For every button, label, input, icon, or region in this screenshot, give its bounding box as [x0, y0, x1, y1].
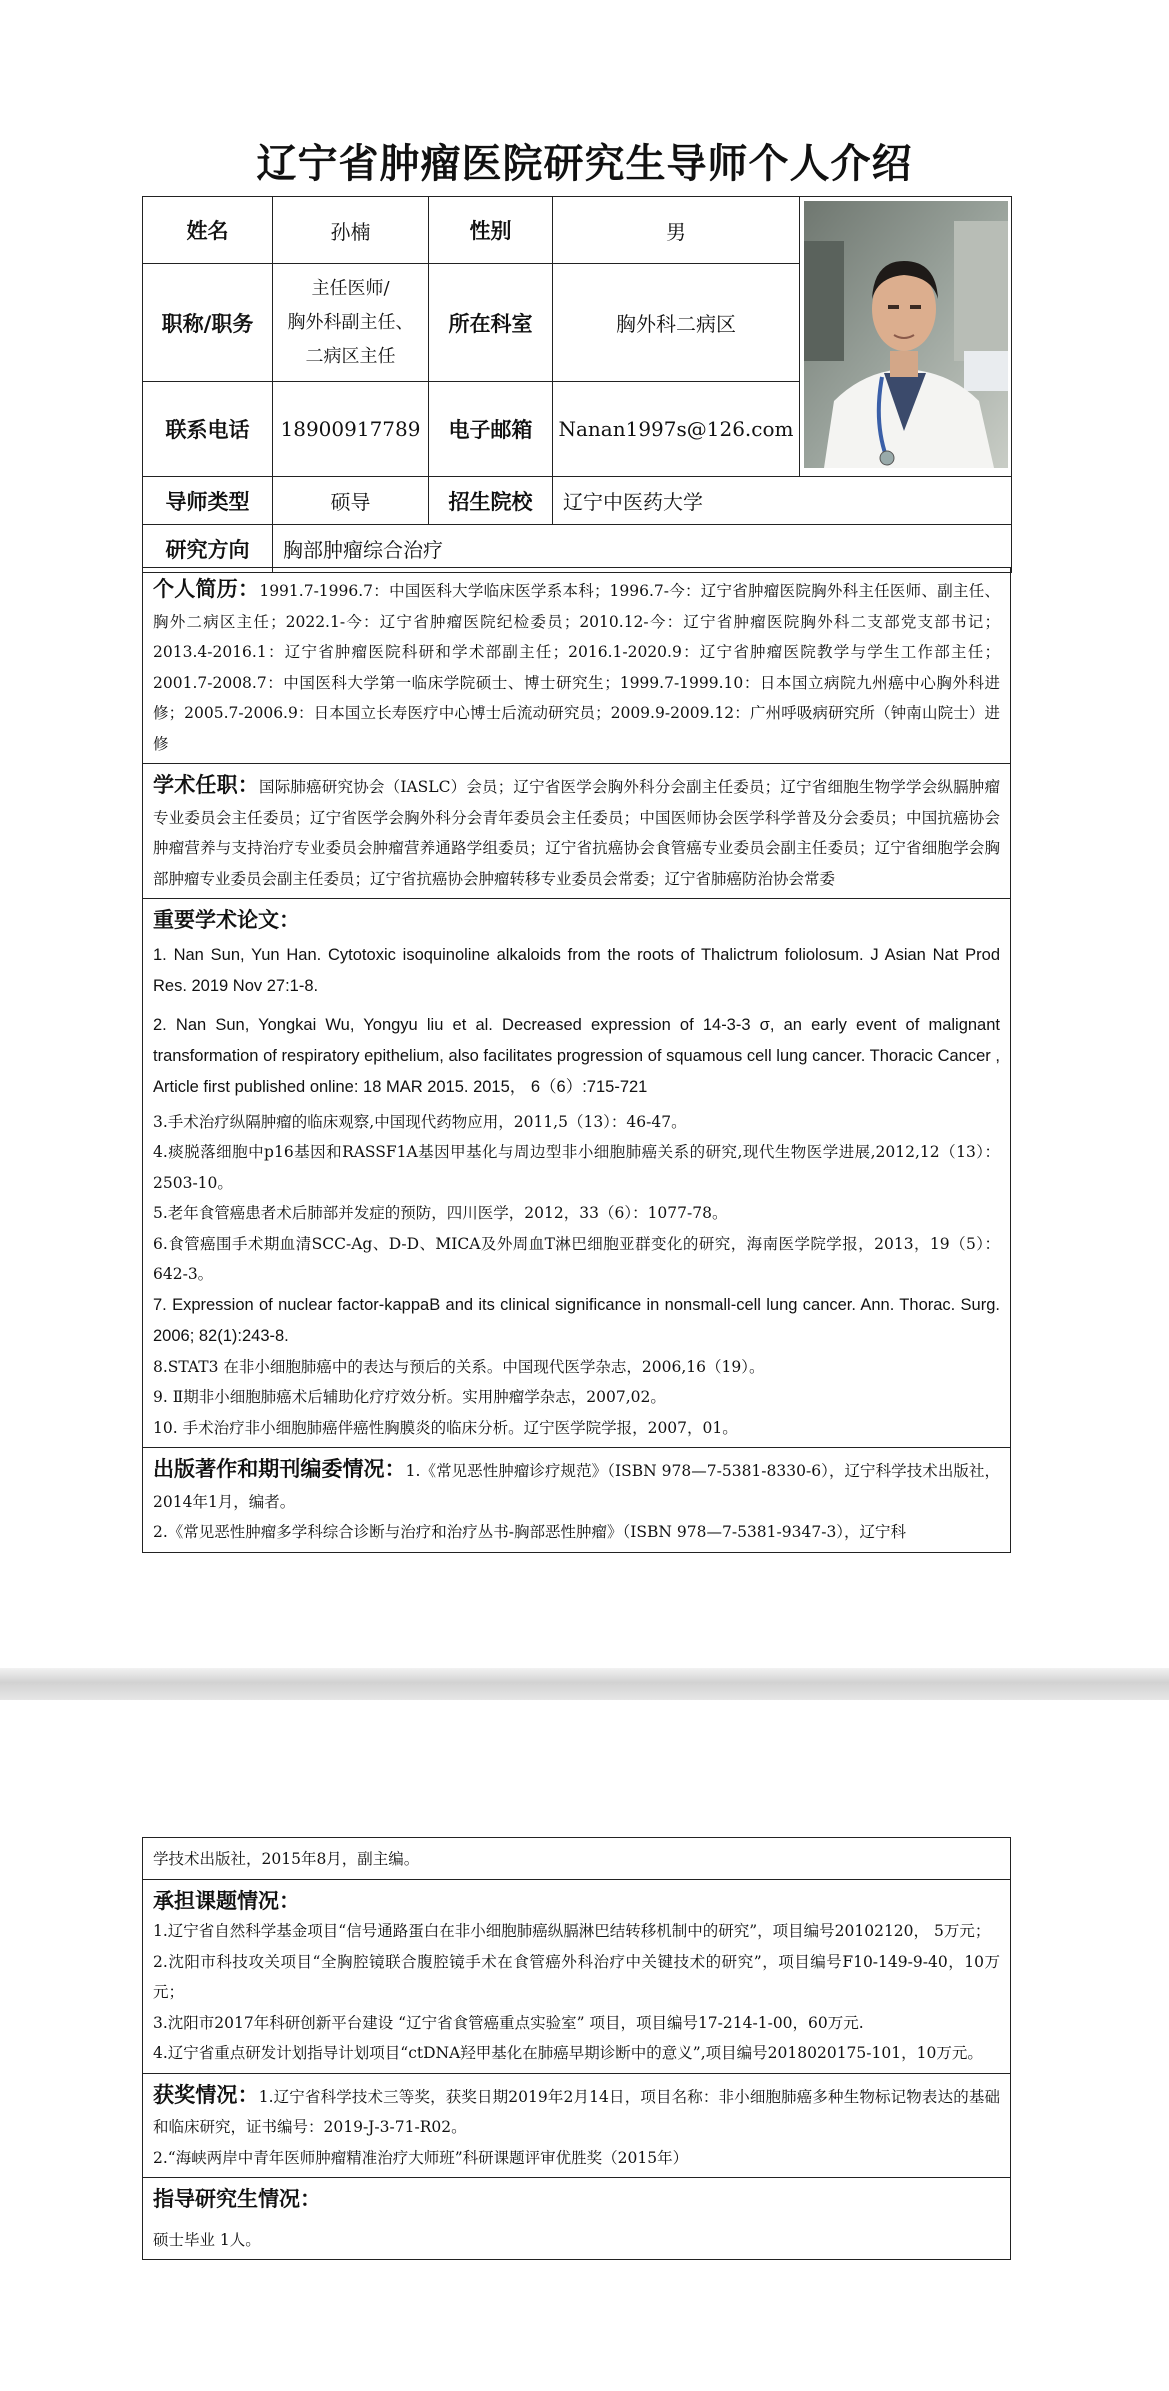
main-sections-box	[142, 567, 1011, 1553]
position-line-3: 二病区主任	[305, 345, 396, 367]
publications-continued	[143, 1838, 1010, 1879]
email-value: Nanan1997s@126.com	[553, 382, 800, 477]
publication-item-2: 2.《常见恶性肿瘤多学科综合诊断与治疗和治疗丛书-胸部恶性肿瘤》（ISBN 978—7-5381-9347-3），辽宁科	[153, 1523, 907, 1541]
position-line-2: 胸外科副主任、	[287, 311, 414, 333]
tutor-type-value: 硕导	[273, 477, 429, 525]
students-section	[143, 2177, 1010, 2259]
academic-text: 国际肺癌研究协会（IASLC）会员；辽宁省医学会胸外科分会副主任委员；辽宁省细胞生物学学会纵膈肿瘤专业委员会主任委员；辽宁省医学会胸外科分会青年委员会主任委员；中国医师协会医学科学普及分会委员；中国抗癌协会肿瘤营养与支持治疗专业委员会肿瘤营养通路学组委员；辽宁省抗癌协会食管癌专业委员会副主任委员；辽宁省细胞学会胸部肿瘤专业委员会副主任委员；辽宁省抗癌协会肿瘤转移专业委员会常委；辽宁省肺癌防治协会常委	[153, 778, 1001, 888]
research-value: 胸部肿瘤综合治疗	[273, 525, 1012, 573]
paper-item: 5.老年食管癌患者术后肺部并发症的预防，四川医学，2012，33（6）：1077-78。	[153, 1204, 728, 1222]
publications-label: 出版著作和期刊编委情况：	[153, 1457, 406, 1481]
projects-label: 承担课题情况：	[153, 1888, 300, 1913]
award-item-2: 2.“海峡两岸中青年医师肿瘤精准治疗大师班”科研课题评审优胜奖（2015年）	[153, 2148, 689, 2167]
publication-item-1: 1.《常见恶性肿瘤诊疗规范》（ISBN 978—7-5381-8330-6），辽宁科学技术出版社，2014年1月，编者。	[153, 1462, 1000, 1511]
project-item: 2.沈阳市科技攻关项目“全胸腔镜联合腹腔镜手术在食管癌外科治疗中关键技术的研究”，项目编号F10-149-9-40，10万元；	[153, 1952, 1000, 2001]
position-value	[273, 264, 429, 382]
award-item-1: 1.辽宁省科学技术三等奖，获奖日期2019年2月14日，项目名称：非小细胞肺癌多种生物标记物表达的基础和临床研究，证书编号：2019-J-3-71-R02。	[153, 2087, 1000, 2136]
publications-section	[143, 1447, 1010, 1552]
project-item: 3.沈阳市2017年科研创新平台建设 “辽宁省食管癌重点实验室” 项目，项目编号17-214-1-00，60万元.	[153, 2013, 864, 2032]
paper-item: 2. Nan Sun, Yongkai Wu, Yongyu liu et al. Decreased expression of 14-3-3 σ, an early event of malignant transformation of respiratory epithelium, also facilitates progression of squamous cell lung cancer. Thoracic Cancer , Article first published online: 18 MAR 2015. 2015， 6（6）:715-721	[153, 1015, 1000, 1096]
name-value: 孙楠	[273, 197, 429, 264]
resume-text: 1991.7-1996.7：中国医科大学临床医学系本科；1996.7-今：辽宁省肿瘤医院胸外科主任医师、副主任、胸外二病区主任；2022.1-今：辽宁省肿瘤医院纪检委员；2010.12-今：辽宁省肿瘤医院胸外科二支部党支部书记；2013.4-2016.1：辽宁省肿瘤医院科研和学术部副主任；2016.1-2020.9：辽宁省肿瘤医院教学与学生工作部主任；2001.7-2008.7：中国医科大学第一临床学院硕士、博士研究生；1999.7-1999.10：日本国立病院九州癌中心胸外科进修；2005.7-2006.9：日本国立长寿医疗中心博士后流动研究员；2009.9-2009.12：广州呼吸病研究所（钟南山院士）进修	[153, 582, 1001, 753]
students-text: 硕士毕业 1人。	[153, 2230, 261, 2249]
resume-label: 个人简历：	[153, 577, 260, 601]
papers-section	[143, 898, 1010, 1447]
students-label: 指导研究生情况：	[153, 2187, 321, 2211]
school-value: 辽宁中医药大学	[553, 477, 1012, 525]
position-label: 职称/职务	[143, 264, 273, 382]
dept-value: 胸外科二病区	[553, 264, 800, 382]
publication-item-2-continued: 学技术出版社，2015年8月，副主编。	[153, 1850, 420, 1868]
gender-value: 男	[553, 197, 800, 264]
tutor-type-label: 导师类型	[143, 477, 273, 525]
phone-value: 18900917789	[273, 382, 429, 477]
paper-item: 10. 手术治疗非小细胞肺癌伴癌性胸膜炎的临床分析。辽宁医学院学报，2007，01。	[153, 1418, 738, 1437]
projects-section	[143, 1879, 1010, 2073]
paper-item: 7. Expression of nuclear factor-kappaB and its clinical significance in nonsmall-cell lung cancer. Ann. Thorac. Surg. 2006; 82(1):243-8.	[153, 1295, 1000, 1345]
school-label: 招生院校	[429, 477, 553, 525]
document-page-2	[0, 1700, 1169, 2391]
project-item: 1.辽宁省自然科学基金项目“信号通路蛋白在非小细胞肺癌纵膈淋巴结转移机制中的研究”，项目编号20102120， 5万元；	[153, 1922, 991, 1940]
dept-label: 所在科室	[429, 264, 553, 382]
project-item: 4.辽宁省重点研发计划指导计划项目“ctDNA羟甲基化在肺癌早期诊断中的意义”,项目编号2018020175-101，10万元。	[153, 2044, 983, 2062]
paper-item: 1. Nan Sun, Yun Han. Cytotoxic isoquinoline alkaloids from the roots of Thalictrum foliolosum. J Asian Nat Prod Res. 2019 Nov 27:1-8.	[153, 945, 1000, 995]
gender-label: 性别	[429, 197, 553, 264]
doctor-portrait	[804, 201, 1008, 468]
awards-label: 获奖情况：	[153, 2082, 259, 2107]
phone-label: 联系电话	[143, 382, 273, 477]
awards-section	[143, 2073, 1010, 2178]
email-label: 电子邮箱	[429, 382, 553, 477]
papers-label: 重要学术论文：	[153, 908, 300, 932]
paper-item: 3.手术治疗纵隔肿瘤的临床观察,中国现代药物应用，2011,5（13）：46-47。	[153, 1112, 687, 1131]
paper-item: 8.STAT3 在非小细胞肺癌中的表达与预后的关系。中国现代医学杂志，2006,16（19）。	[153, 1357, 765, 1376]
academic-section	[143, 763, 1010, 898]
page-title: 辽宁省肿瘤医院研究生导师个人介绍	[256, 141, 913, 187]
page-separator	[0, 1668, 1169, 1700]
resume-section	[143, 568, 1010, 763]
paper-item: 9. Ⅱ期非小细胞肺癌术后辅助化疗疗效分析。实用肿瘤学杂志，2007,02。	[153, 1388, 666, 1406]
portrait-photo	[800, 197, 1012, 477]
research-label: 研究方向	[143, 525, 273, 573]
continued-sections-box	[142, 1837, 1011, 2260]
info-table	[142, 196, 1012, 573]
paper-item: 4.痰脱落细胞中p16基因和RASSF1A基因甲基化与周边型非小细胞肺癌关系的研究,现代生物医学进展,2012,12（13）：2503-10。	[153, 1143, 1000, 1192]
name-label: 姓名	[143, 197, 273, 264]
position-line-1: 主任医师/	[311, 277, 390, 299]
paper-item: 6.食管癌围手术期血清SCC-Ag、D-D、MICA及外周血T淋巴细胞亚群变化的研究，海南医学院学报，2013，19（5）：642-3。	[153, 1234, 1000, 1283]
academic-label: 学术任职：	[153, 773, 260, 797]
